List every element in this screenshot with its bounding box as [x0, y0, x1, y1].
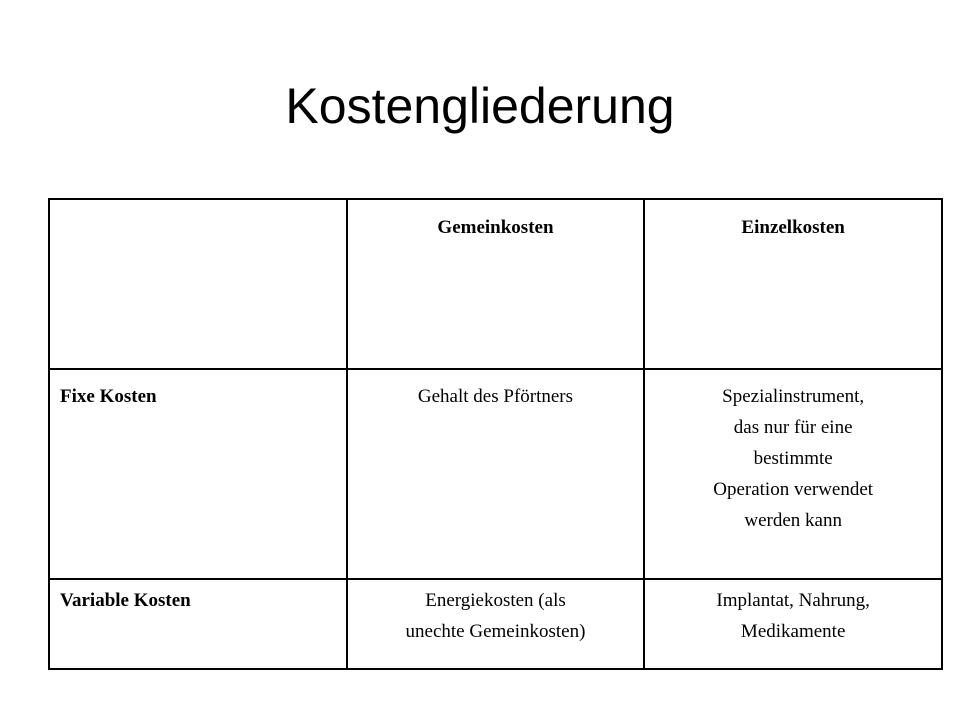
table-row-variable-kosten — [49, 579, 942, 669]
table-corner-cell — [49, 199, 347, 369]
row-label-fixe-kosten: Fixe Kosten — [60, 386, 157, 407]
cell-text-line: Gehalt des Pförtners — [417, 386, 574, 407]
table-row-fixe-kosten — [49, 369, 942, 579]
cell-text-line: das nur für eine — [733, 417, 853, 438]
column-header-einzelkosten: Einzelkosten — [741, 217, 845, 238]
cell-variable-einzelkosten — [645, 585, 941, 647]
table-cell — [644, 369, 942, 579]
column-header-cell-einzelkosten — [644, 199, 942, 369]
cell-text-line: Energiekosten (als — [425, 590, 566, 611]
cell-variable-gemeinkosten — [348, 585, 644, 647]
cell-text-line: unechte Gemeinkosten) — [405, 621, 586, 642]
cell-text-line: Spezialinstrument, — [722, 386, 865, 407]
cell-text-line: Medikamente — [740, 621, 846, 642]
cell-fixe-einzelkosten — [645, 381, 941, 536]
table-cell — [644, 579, 942, 669]
cell-text-line: werden kann — [744, 510, 842, 531]
cell-text-line: bestimmte — [753, 448, 833, 469]
table-cell — [347, 369, 645, 579]
cell-text-line: Operation verwendet — [713, 479, 874, 500]
row-label-cell — [49, 579, 347, 669]
column-header-cell-gemeinkosten — [347, 199, 645, 369]
table-header-row — [49, 199, 942, 369]
row-label-variable-kosten: Variable Kosten — [60, 590, 191, 611]
table-cell — [347, 579, 645, 669]
cost-table — [48, 198, 943, 670]
slide-title: Kostengliederung — [285, 78, 675, 134]
cell-fixe-gemeinkosten — [348, 381, 644, 412]
cell-text-line: Implantat, Nahrung, — [716, 590, 870, 611]
row-label-cell — [49, 369, 347, 579]
column-header-gemeinkosten: Gemeinkosten — [437, 217, 554, 238]
